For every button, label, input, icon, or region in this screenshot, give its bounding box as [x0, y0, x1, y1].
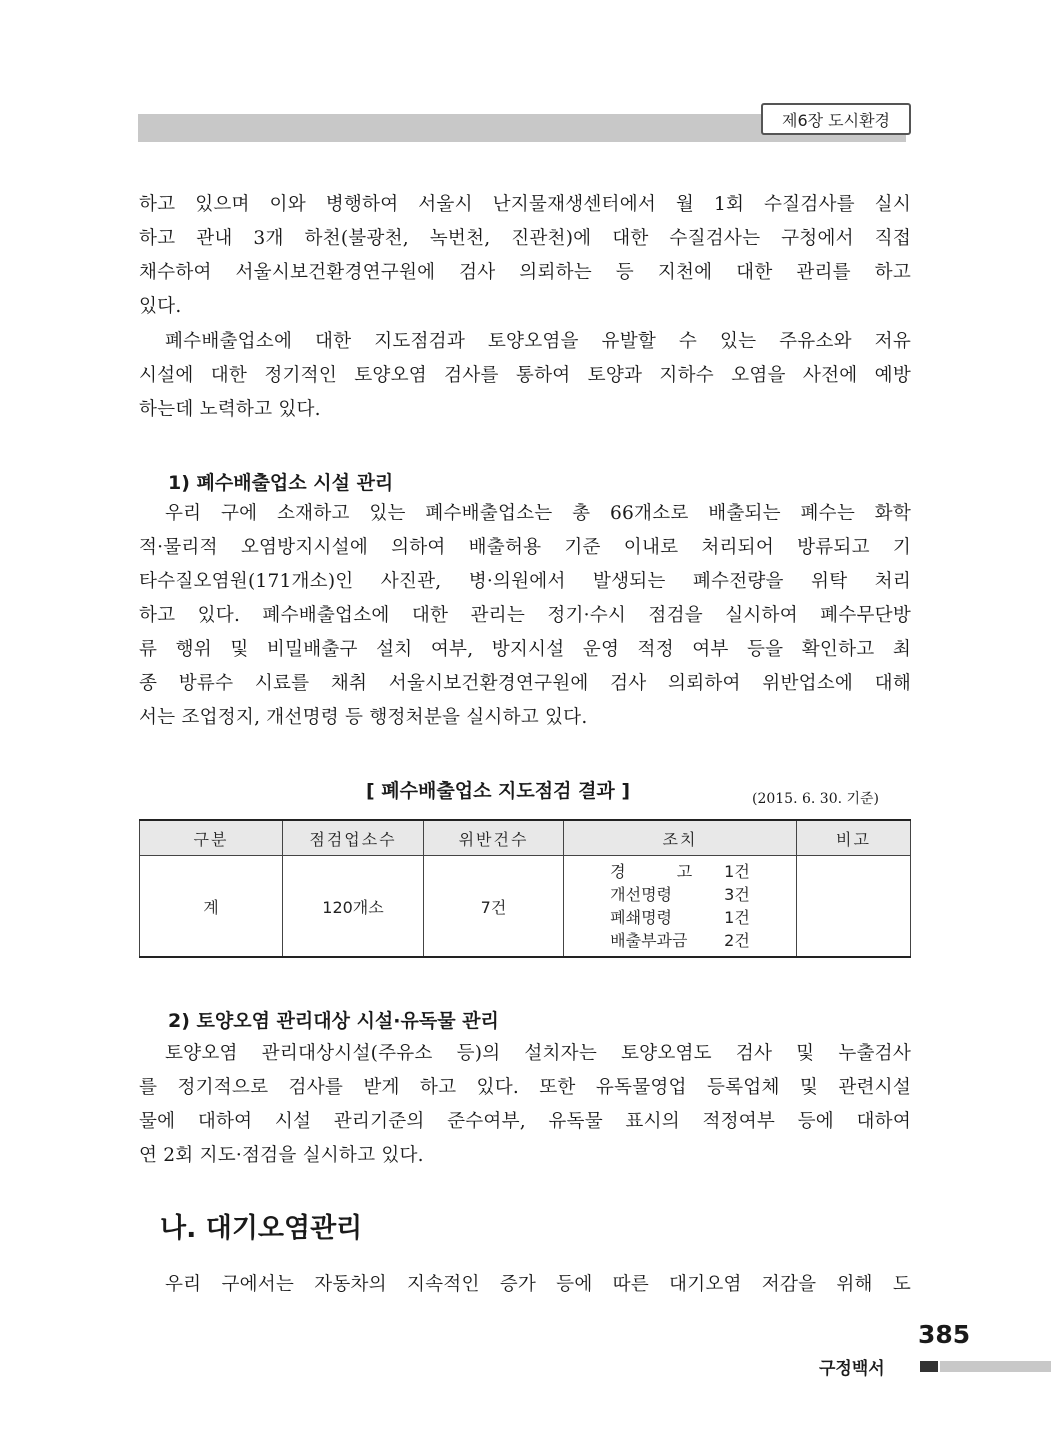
section1-paragraph: [139, 497, 911, 701]
action-name-part: 고: [676, 862, 693, 881]
action-count: 1건: [724, 908, 750, 927]
section1-heading: 1) 폐수배출업소 시설 관리: [168, 472, 394, 494]
section2-heading: 2) 토양오염 관리대상 시설·유독물 관리: [168, 1010, 499, 1032]
text-line: 폐수배출업소에 대한 지도점검과 토양오염을 유발할 수 있는 주유소와 저유: [165, 331, 911, 352]
table-row: [140, 856, 911, 958]
text-line: 타수질오염원(171개소)인 사진관, 병·의원에서 발생되는 폐수전량을 위탁 처리: [139, 571, 911, 592]
table-title: [ 폐수배출업소 지도점검 결과 ]: [366, 780, 631, 802]
inspection-result-table: [139, 819, 911, 958]
text-line: 있다.: [139, 296, 182, 317]
header-actions: 조치: [564, 820, 797, 856]
action-item: [610, 860, 750, 883]
section1-paragraph-end: [139, 701, 911, 735]
text-line: 종 방류수 시료를 채취 서울시보건환경연구원에 검사 의뢰하여 위반업소에 대해: [139, 673, 911, 694]
cell-inspected: 120개소: [283, 856, 424, 958]
text-line: 서는 조업정지, 개선명령 등 행정처분을 실시하고 있다.: [139, 707, 588, 728]
action-name-part: 경: [610, 862, 626, 881]
text-line: 를 정기적으로 검사를 받게 하고 있다. 또한 유독물영업 등록업체 및 관련시설: [139, 1077, 911, 1098]
action-name: 개선명령: [610, 885, 672, 904]
text-line: 하고 있다. 폐수배출업소에 대한 관리는 정기·수시 점검을 실시하여 폐수무단방: [139, 605, 911, 626]
intro-paragraph-1: [139, 188, 911, 290]
header-note: 비고: [797, 820, 911, 856]
page-number: 385: [918, 1320, 971, 1349]
footer-bar: [940, 1361, 1051, 1372]
action-item: [610, 929, 750, 952]
text-line: 우리 구에서는 자동차의 지속적인 증가 등에 따른 대기오염 저감을 위해 도: [165, 1274, 911, 1295]
cell-violations: 7건: [424, 856, 564, 958]
intro-paragraph-1-end: [139, 290, 911, 324]
action-count: 2건: [724, 931, 750, 950]
text-line: 물에 대하여 시설 관리기준의 준수여부, 유독물 표시의 적정여부 등에 대하여: [139, 1111, 911, 1132]
footer-label: 구정백서: [819, 1359, 885, 1379]
action-count: 3건: [724, 885, 750, 904]
text-line: 토양오염 관리대상시설(주유소 등)의 설치자는 토양오염도 검사 및 누출검사: [165, 1043, 911, 1064]
text-line: 연 2회 지도·점검을 실시하고 있다.: [139, 1145, 424, 1166]
section2-paragraph-end: [139, 1139, 911, 1173]
cell-note: [797, 856, 911, 958]
action-count: 1건: [724, 862, 750, 881]
text-line: 우리 구에 소재하고 있는 폐수배출업소는 총 66개소로 배출되는 폐수는 화학: [165, 503, 911, 524]
header-inspected: 점검업소수: [283, 820, 424, 856]
action-item: [610, 906, 750, 929]
cell-actions: [564, 856, 797, 958]
footer-block: [920, 1361, 938, 1372]
section-title: 나. 대기오염관리: [160, 1213, 363, 1244]
text-line: 채수하여 서울시보건환경연구원에 검사 의뢰하는 등 지천에 대한 관리를 하고: [139, 262, 911, 283]
action-list: [610, 860, 750, 952]
header-violations: 위반건수: [424, 820, 564, 856]
text-line: 하고 관내 3개 하천(불광천, 녹번천, 진관천)에 대한 수질검사는 구청에서 직접: [139, 228, 911, 249]
section2-paragraph: [139, 1037, 911, 1139]
cell-category: 계: [140, 856, 283, 958]
action-name: 폐쇄명령: [610, 908, 672, 927]
text-line: 하는데 노력하고 있다.: [139, 399, 321, 420]
chapter-label: 제6장 도시환경: [761, 103, 911, 135]
action-name: 배출부과금: [610, 931, 688, 950]
section-na-paragraph: [139, 1268, 911, 1302]
header-category: 구분: [140, 820, 283, 856]
table-header-row: [140, 820, 911, 856]
text-line: 류 행위 및 비밀배출구 설치 여부, 방지시설 운영 적정 여부 등을 확인하고 최: [139, 639, 911, 660]
text-line: 하고 있으며 이와 병행하여 서울시 난지물재생센터에서 월 1회 수질검사를 실시: [139, 194, 911, 215]
text-line: 적·물리적 오염방지시설에 의하여 배출허용 기준 이내로 처리되어 방류되고 기: [139, 537, 911, 558]
table-date: (2015. 6. 30. 기준): [752, 791, 880, 807]
intro-paragraph-2: [139, 325, 911, 393]
action-name: [610, 860, 710, 883]
action-item: [610, 883, 750, 906]
intro-paragraph-2-end: [139, 393, 911, 427]
text-line: 시설에 대한 정기적인 토양오염 검사를 통하여 토양과 지하수 오염을 사전에 예방: [139, 365, 911, 386]
